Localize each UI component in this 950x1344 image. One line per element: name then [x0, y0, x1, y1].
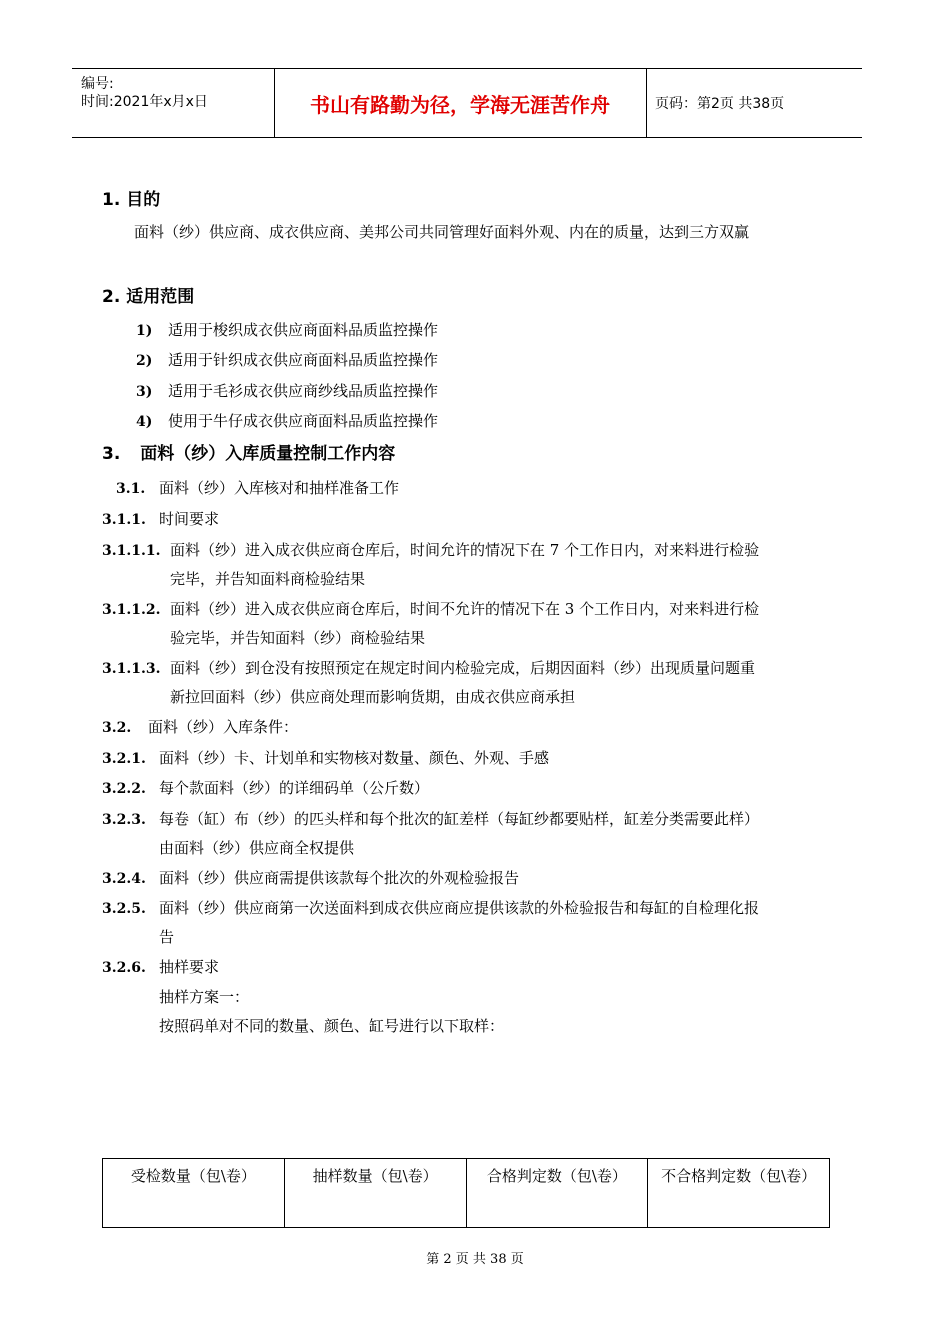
plan-description: 按照码单对不同的数量、颜色、缸号进行以下取样：: [159, 1017, 505, 1035]
section-title: 目的: [126, 190, 161, 210]
time-label: 时间:2021年x月x日: [81, 94, 208, 110]
section-3-2-5-number: 3.2.5.: [102, 901, 146, 917]
list-item: 使用于牛仔成衣供应商面料品质监控操作: [168, 412, 439, 430]
list-item: 适用于毛衫成衣供应商纱线品质监控操作: [168, 382, 439, 400]
section-2-heading: [102, 287, 194, 307]
header-page-info: 页码：第2页 共38页: [655, 96, 785, 112]
section-3-1-1-3-number: 3.1.1.3.: [102, 661, 161, 677]
paragraph-line: 面料（纱）进入成衣供应商仓库后，时间允许的情况下在 7 个工作日内，对来料进行检验: [170, 541, 760, 559]
list-item: 适用于梭织成衣供应商面料品质监控操作: [168, 321, 439, 339]
plan-title: 抽样方案一：: [159, 988, 250, 1006]
section-3-heading: [102, 444, 395, 464]
section-number: 1.: [102, 190, 121, 210]
list-item: 适用于针织成衣供应商面料品质监控操作: [168, 351, 439, 369]
section-title: 面料（纱）入库质量控制工作内容: [140, 444, 396, 464]
section-3-2-title: 面料（纱）入库条件：: [148, 718, 299, 736]
section-title: 适用范围: [126, 287, 195, 307]
section-3-2-4-number: 3.2.4.: [102, 871, 146, 887]
list-item-number: 1): [136, 323, 153, 339]
paragraph-line: 面料（纱）到仓没有按照预定在规定时间内检验完成，后期因面料（纱）出现质量问题重: [170, 659, 756, 677]
header-meta: [72, 69, 275, 137]
table-header-cell: 合格判定数（包\卷）: [466, 1159, 648, 1228]
paragraph-line: 面料（纱）进入成衣供应商仓库后，时间不允许的情况下在 3 个工作日内，对来料进行检: [170, 600, 760, 618]
table-header-cell: 不合格判定数（包\卷）: [648, 1159, 830, 1228]
table-header-cell: 受检数量（包\卷）: [103, 1159, 285, 1228]
paragraph-line: 面料（纱）供应商需提供该款每个批次的外观检验报告: [159, 869, 520, 887]
paragraph-line: 面料（纱）供应商第一次送面料到成衣供应商应提供该款的外检验报告和每缸的自检理化报: [159, 899, 760, 917]
section-number: 2.: [102, 287, 121, 307]
paragraph-line: 新拉回面料（纱）供应商处理而影响货期，由成衣供应商承担: [170, 688, 576, 706]
section-3-1-1-2-number: 3.1.1.2.: [102, 602, 161, 618]
section-number: 3.: [102, 444, 121, 464]
header-motto: 书山有路勤为径，学海无涯苦作舟: [274, 69, 647, 137]
paragraph-line: 每个款面料（纱）的详细码单（公斤数）: [159, 779, 430, 797]
code-label: 编号:: [81, 76, 114, 92]
paragraph-line: 完毕，并告知面料商检验结果: [170, 570, 366, 588]
page-footer: 第 2 页 共 38 页: [426, 1252, 524, 1267]
paragraph-line: 告: [159, 928, 175, 946]
paragraph-line: 由面料（纱）供应商全权提供: [159, 839, 355, 857]
table-header-cell: 抽样数量（包\卷）: [284, 1159, 466, 1228]
table-header-row: [103, 1159, 830, 1228]
section-3-1-1-1-number: 3.1.1.1.: [102, 543, 161, 559]
paragraph-line: 每卷（缸）布（纱）的匹头样和每个批次的缸差样（每缸纱都要贴样，缸差分类需要此样）: [159, 810, 760, 828]
section-1-body: 面料（纱）供应商、成衣供应商、美邦公司共同管理好面料外观、内在的质量，达到三方双赢: [134, 223, 750, 241]
section-3-1-number: 3.1.: [116, 481, 146, 497]
list-item-number: 4): [136, 414, 153, 430]
section-3-2-3-number: 3.2.3.: [102, 812, 146, 828]
section-3-2-1-number: 3.2.1.: [102, 751, 146, 767]
section-3-2-2-number: 3.2.2.: [102, 781, 146, 797]
section-3-1-title: 面料（纱）入库核对和抽样准备工作: [159, 479, 400, 497]
paragraph-line: 验完毕，并告知面料（纱）商检验结果: [170, 629, 426, 647]
section-3-1-1-title: 时间要求: [159, 510, 220, 528]
list-item-number: 2): [136, 353, 153, 369]
section-3-2-6-title: 抽样要求: [159, 958, 220, 976]
sampling-table: [102, 1158, 830, 1228]
paragraph-line: 面料（纱）卡、计划单和实物核对数量、颜色、外观、手感: [159, 749, 550, 767]
section-1-heading: [102, 190, 160, 210]
section-3-2-6-number: 3.2.6.: [102, 960, 146, 976]
section-3-1-1-number: 3.1.1.: [102, 512, 146, 528]
section-3-2-number: 3.2.: [102, 720, 132, 736]
page-header: [72, 68, 862, 138]
list-item-number: 3): [136, 384, 153, 400]
